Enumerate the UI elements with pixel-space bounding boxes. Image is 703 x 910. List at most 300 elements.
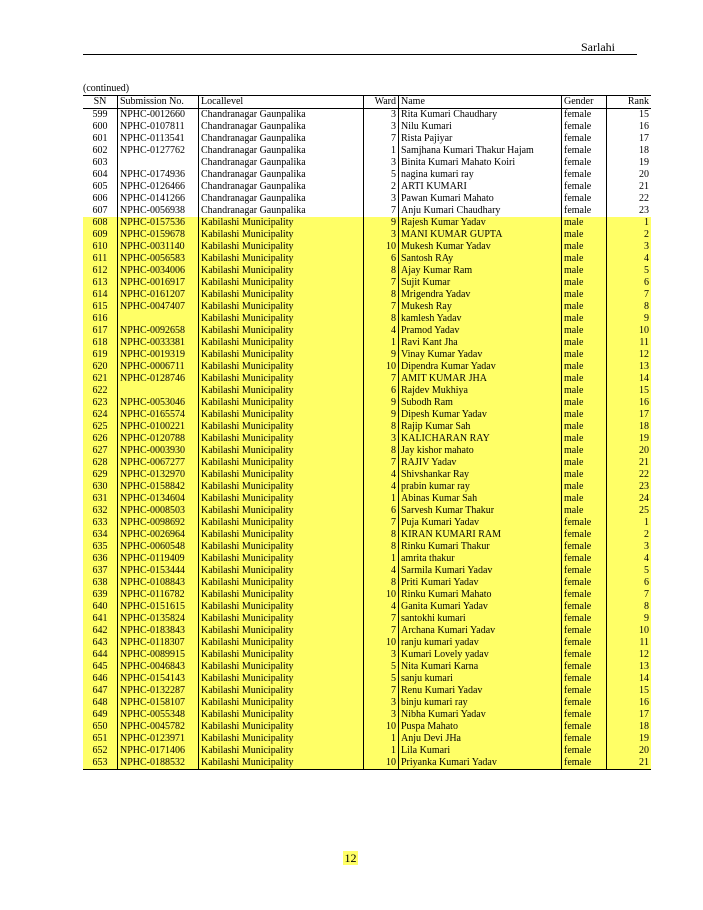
cell-ward: 7 — [364, 301, 399, 313]
cell-ward: 1 — [364, 745, 399, 757]
table-row — [83, 577, 651, 589]
cell-rank: 12 — [607, 649, 652, 661]
cell-gender: female — [562, 157, 607, 169]
cell-locallevel: Kabilashi Municipality — [199, 613, 364, 625]
column-header-submission: Submission No. — [118, 96, 199, 109]
cell-sn: 600 — [92, 121, 108, 132]
cell-submission: NPHC-0006711 — [118, 361, 199, 373]
cell-locallevel: Kabilashi Municipality — [199, 253, 364, 265]
cell-submission: NPHC-0127762 — [118, 145, 199, 157]
cell-ward: 6 — [364, 253, 399, 265]
cell-gender: female — [562, 193, 607, 205]
cell-rank: 4 — [607, 553, 652, 565]
table-row — [83, 349, 651, 361]
cell-ward: 10 — [364, 757, 399, 770]
cell-gender: female — [562, 553, 607, 565]
cell-submission: NPHC-0060548 — [118, 541, 199, 553]
cell-name: Priyanka Kumari Yadav — [399, 757, 562, 770]
cell-locallevel: Kabilashi Municipality — [199, 625, 364, 637]
cell-name: santokhi kumari — [399, 613, 562, 625]
cell-name: Ravi Kant Jha — [399, 337, 562, 349]
continued-label: (continued) — [83, 83, 130, 94]
cell-ward: 9 — [364, 397, 399, 409]
column-header-rank: Rank — [607, 96, 652, 109]
cell-submission: NPHC-0034006 — [118, 265, 199, 277]
cell-submission: NPHC-0108843 — [118, 577, 199, 589]
cell-gender: male — [562, 445, 607, 457]
cell-name: Pawan Kumari Mahato — [399, 193, 562, 205]
cell-locallevel: Kabilashi Municipality — [199, 337, 364, 349]
cell-gender: female — [562, 637, 607, 649]
cell-gender: male — [562, 505, 607, 517]
cell-submission — [118, 385, 199, 397]
cell-locallevel: Kabilashi Municipality — [199, 649, 364, 661]
cell-rank: 23 — [607, 481, 652, 493]
cell-ward: 8 — [364, 445, 399, 457]
cell-gender: male — [562, 265, 607, 277]
cell-submission: NPHC-0120788 — [118, 433, 199, 445]
cell-sn: 624 — [83, 409, 118, 421]
cell-ward: 7 — [364, 625, 399, 637]
cell-submission: NPHC-0154143 — [118, 673, 199, 685]
cell-ward: 8 — [364, 577, 399, 589]
cell-name: Archana Kumari Yadav — [399, 625, 562, 637]
cell-submission: NPHC-0107811 — [118, 121, 199, 133]
cell-gender: male — [562, 277, 607, 289]
cell-gender: female — [562, 565, 607, 577]
cell-sn: 641 — [83, 613, 118, 625]
cell-ward: 5 — [364, 169, 399, 181]
cell-submission: NPHC-0132970 — [118, 469, 199, 481]
cell-ward: 3 — [364, 433, 399, 445]
cell-gender: male — [562, 289, 607, 301]
table-row — [83, 733, 651, 745]
cell-submission: NPHC-0019319 — [118, 349, 199, 361]
cell-ward: 10 — [364, 241, 399, 253]
cell-gender: female — [562, 601, 607, 613]
table-row — [83, 385, 651, 397]
cell-sn: 637 — [83, 565, 118, 577]
cell-name: Vinay Kumar Yadav — [399, 349, 562, 361]
cell-locallevel: Kabilashi Municipality — [199, 721, 364, 733]
cell-locallevel: Kabilashi Municipality — [199, 229, 364, 241]
cell-rank: 17 — [607, 709, 652, 721]
cell-ward: 10 — [364, 589, 399, 601]
cell-ward: 6 — [364, 505, 399, 517]
cell-rank: 25 — [607, 505, 652, 517]
cell-locallevel: Kabilashi Municipality — [199, 325, 364, 337]
table-row — [83, 229, 651, 241]
cell-locallevel: Kabilashi Municipality — [199, 601, 364, 613]
cell-name: prabin kumar ray — [399, 481, 562, 493]
cell-submission — [118, 313, 199, 325]
cell-locallevel: Chandranagar Gaunpalika — [199, 205, 364, 217]
cell-sn: 638 — [83, 577, 118, 589]
cell-ward: 3 — [364, 121, 399, 133]
cell-sn: 615 — [83, 301, 118, 313]
cell-name: Kumari Lovely yadav — [399, 649, 562, 661]
cell-name: Renu Kumari Yadav — [399, 685, 562, 697]
cell-locallevel: Chandranagar Gaunpalika — [199, 169, 364, 181]
cell-name: ARTI KUMARI — [399, 181, 562, 193]
cell-sn: 644 — [83, 649, 118, 661]
cell-gender: female — [562, 541, 607, 553]
cell-rank: 16 — [607, 697, 652, 709]
cell-gender: female — [562, 145, 607, 157]
cell-sn: 605 — [92, 181, 108, 192]
cell-ward: 4 — [364, 325, 399, 337]
cell-ward: 8 — [364, 265, 399, 277]
cell-sn: 651 — [83, 733, 118, 745]
cell-rank: 14 — [607, 673, 652, 685]
cell-locallevel: Kabilashi Municipality — [199, 709, 364, 721]
cell-submission: NPHC-0031140 — [118, 241, 199, 253]
cell-locallevel: Kabilashi Municipality — [199, 265, 364, 277]
cell-sn: 608 — [83, 217, 118, 229]
cell-rank: 13 — [607, 661, 652, 673]
cell-gender: female — [562, 529, 607, 541]
cell-submission: NPHC-0047407 — [118, 301, 199, 313]
cell-rank: 15 — [607, 385, 652, 397]
cell-sn: 635 — [83, 541, 118, 553]
table-row — [83, 205, 651, 217]
cell-gender: female — [562, 757, 607, 770]
cell-locallevel: Kabilashi Municipality — [199, 697, 364, 709]
cell-locallevel: Kabilashi Municipality — [199, 505, 364, 517]
cell-rank: 8 — [607, 301, 652, 313]
cell-rank: 5 — [607, 265, 652, 277]
cell-rank: 18 — [607, 145, 652, 157]
cell-ward: 8 — [364, 541, 399, 553]
cell-rank: 9 — [607, 313, 652, 325]
cell-gender: female — [562, 517, 607, 529]
table-row — [83, 181, 651, 193]
table-row — [83, 289, 651, 301]
cell-gender: male — [562, 337, 607, 349]
table-row — [83, 529, 651, 541]
table-row — [83, 625, 651, 637]
table-row — [83, 265, 651, 277]
cell-ward: 4 — [364, 601, 399, 613]
cell-ward: 7 — [364, 457, 399, 469]
cell-name: Lila Kumari — [399, 745, 562, 757]
cell-name: Rajdev Mukhiya — [399, 385, 562, 397]
cell-gender: male — [562, 481, 607, 493]
cell-locallevel: Kabilashi Municipality — [199, 529, 364, 541]
table-row — [83, 145, 651, 157]
table-row — [83, 121, 651, 133]
cell-submission: NPHC-0116782 — [118, 589, 199, 601]
cell-name: Pramod Yadav — [399, 325, 562, 337]
cell-sn: 604 — [92, 169, 108, 180]
cell-submission: NPHC-0003930 — [118, 445, 199, 457]
table-row — [83, 589, 651, 601]
cell-sn: 622 — [83, 385, 118, 397]
cell-name: Dipendra Kumar Yadav — [399, 361, 562, 373]
table-row — [83, 157, 651, 169]
cell-ward: 1 — [364, 733, 399, 745]
cell-locallevel: Kabilashi Municipality — [199, 517, 364, 529]
cell-submission: NPHC-0132287 — [118, 685, 199, 697]
cell-submission: NPHC-0126466 — [118, 181, 199, 193]
cell-sn: 612 — [83, 265, 118, 277]
cell-name: Anju Devi JHa — [399, 733, 562, 745]
cell-locallevel: Kabilashi Municipality — [199, 289, 364, 301]
cell-locallevel: Kabilashi Municipality — [199, 493, 364, 505]
cell-gender: male — [562, 313, 607, 325]
cell-rank: 1 — [607, 217, 652, 229]
cell-submission: NPHC-0045782 — [118, 721, 199, 733]
table-row — [83, 169, 651, 181]
cell-name: Puja Kumari Yadav — [399, 517, 562, 529]
table-row — [83, 745, 651, 757]
cell-submission: NPHC-0134604 — [118, 493, 199, 505]
cell-name: Rinku Kumari Mahato — [399, 589, 562, 601]
cell-submission: NPHC-0016917 — [118, 277, 199, 289]
cell-gender: female — [562, 181, 607, 193]
cell-sn: 636 — [83, 553, 118, 565]
cell-gender: female — [562, 205, 607, 217]
table-row — [83, 409, 651, 421]
cell-gender: female — [562, 697, 607, 709]
cell-ward: 3 — [364, 193, 399, 205]
table-row — [83, 565, 651, 577]
cell-rank: 15 — [607, 685, 652, 697]
cell-ward: 4 — [364, 469, 399, 481]
cell-sn: 599 — [92, 109, 108, 120]
cell-rank: 12 — [607, 349, 652, 361]
cell-rank: 21 — [607, 457, 652, 469]
cell-rank: 7 — [607, 589, 652, 601]
cell-sn: 628 — [83, 457, 118, 469]
candidate-table — [83, 95, 651, 770]
cell-submission: NPHC-0012660 — [118, 109, 199, 122]
cell-gender: female — [562, 733, 607, 745]
cell-locallevel: Kabilashi Municipality — [199, 589, 364, 601]
cell-sn: 631 — [83, 493, 118, 505]
cell-name: KALICHARAN RAY — [399, 433, 562, 445]
cell-ward: 7 — [364, 517, 399, 529]
cell-name: Sarvesh Kumar Thakur — [399, 505, 562, 517]
cell-name: Priti Kumari Yadav — [399, 577, 562, 589]
cell-sn: 650 — [83, 721, 118, 733]
cell-rank: 17 — [607, 409, 652, 421]
cell-gender: male — [562, 397, 607, 409]
table-row — [83, 373, 651, 385]
cell-ward: 1 — [364, 493, 399, 505]
cell-submission: NPHC-0046843 — [118, 661, 199, 673]
cell-gender: female — [562, 721, 607, 733]
cell-submission: NPHC-0151615 — [118, 601, 199, 613]
cell-locallevel: Kabilashi Municipality — [199, 445, 364, 457]
cell-gender: male — [562, 469, 607, 481]
cell-name: Mrigendra Yadav — [399, 289, 562, 301]
table-row — [83, 697, 651, 709]
cell-locallevel: Kabilashi Municipality — [199, 373, 364, 385]
cell-name: KIRAN KUMARI RAM — [399, 529, 562, 541]
cell-ward: 6 — [364, 385, 399, 397]
table-row — [83, 277, 651, 289]
cell-ward: 10 — [364, 721, 399, 733]
cell-locallevel: Kabilashi Municipality — [199, 217, 364, 229]
table-row — [83, 601, 651, 613]
cell-locallevel: Kabilashi Municipality — [199, 745, 364, 757]
cell-name: Rista Pajiyar — [399, 133, 562, 145]
cell-gender: female — [562, 169, 607, 181]
cell-name: ranju kumari yadav — [399, 637, 562, 649]
table-row — [83, 421, 651, 433]
cell-submission: NPHC-0183843 — [118, 625, 199, 637]
cell-locallevel: Kabilashi Municipality — [199, 685, 364, 697]
cell-rank: 5 — [607, 565, 652, 577]
cell-sn: 609 — [83, 229, 118, 241]
cell-rank: 6 — [607, 277, 652, 289]
cell-sn: 645 — [83, 661, 118, 673]
table-row — [83, 133, 651, 145]
table-row — [83, 541, 651, 553]
cell-sn: 643 — [83, 637, 118, 649]
cell-submission: NPHC-0118307 — [118, 637, 199, 649]
cell-rank: 20 — [607, 169, 652, 181]
cell-name: Dipesh Kumar Yadav — [399, 409, 562, 421]
cell-sn: 642 — [83, 625, 118, 637]
cell-locallevel: Kabilashi Municipality — [199, 565, 364, 577]
cell-gender: male — [562, 373, 607, 385]
cell-name: Nita Kumari Karna — [399, 661, 562, 673]
cell-rank: 16 — [607, 397, 652, 409]
cell-sn: 623 — [83, 397, 118, 409]
table-row — [83, 301, 651, 313]
table-row — [83, 505, 651, 517]
cell-submission: NPHC-0128746 — [118, 373, 199, 385]
cell-sn: 652 — [83, 745, 118, 757]
cell-submission: NPHC-0188532 — [118, 757, 199, 770]
cell-sn: 616 — [83, 313, 118, 325]
cell-locallevel: Chandranagar Gaunpalika — [199, 109, 364, 122]
cell-name: Puspa Mahato — [399, 721, 562, 733]
cell-submission: NPHC-0157536 — [118, 217, 199, 229]
cell-rank: 3 — [607, 241, 652, 253]
cell-locallevel: Chandranagar Gaunpalika — [199, 145, 364, 157]
cell-ward: 1 — [364, 145, 399, 157]
cell-name: Sujit Kumar — [399, 277, 562, 289]
cell-submission: NPHC-0161207 — [118, 289, 199, 301]
cell-ward: 7 — [364, 373, 399, 385]
cell-ward: 3 — [364, 709, 399, 721]
cell-rank: 2 — [607, 529, 652, 541]
cell-name: Mukesh Kumar Yadav — [399, 241, 562, 253]
cell-sn: 610 — [83, 241, 118, 253]
cell-rank: 18 — [607, 421, 652, 433]
cell-locallevel: Kabilashi Municipality — [199, 397, 364, 409]
cell-ward: 4 — [364, 565, 399, 577]
cell-locallevel: Kabilashi Municipality — [199, 241, 364, 253]
cell-gender: female — [562, 685, 607, 697]
cell-submission: NPHC-0067277 — [118, 457, 199, 469]
cell-name: Jay kishor mahato — [399, 445, 562, 457]
column-header-ward: Ward — [364, 96, 399, 109]
cell-sn: 653 — [83, 757, 118, 770]
table-row — [83, 397, 651, 409]
cell-ward: 1 — [364, 553, 399, 565]
cell-gender: female — [562, 649, 607, 661]
cell-sn: 639 — [83, 589, 118, 601]
header-rule — [83, 54, 637, 55]
cell-gender: male — [562, 325, 607, 337]
table-row — [83, 661, 651, 673]
cell-rank: 10 — [607, 325, 652, 337]
cell-submission: NPHC-0053046 — [118, 397, 199, 409]
cell-gender: male — [562, 409, 607, 421]
cell-sn: 626 — [83, 433, 118, 445]
cell-ward: 7 — [364, 685, 399, 697]
cell-rank: 22 — [607, 193, 652, 205]
cell-locallevel: Kabilashi Municipality — [199, 421, 364, 433]
cell-sn: 618 — [83, 337, 118, 349]
cell-submission: NPHC-0159678 — [118, 229, 199, 241]
cell-name: Rajesh Kumar Yadav — [399, 217, 562, 229]
cell-submission: NPHC-0056938 — [118, 205, 199, 217]
cell-ward: 7 — [364, 613, 399, 625]
table-row — [83, 685, 651, 697]
table-row — [83, 637, 651, 649]
cell-rank: 18 — [607, 721, 652, 733]
cell-sn: 613 — [83, 277, 118, 289]
cell-submission — [118, 157, 199, 169]
cell-name: Rita Kumari Chaudhary — [399, 109, 562, 122]
cell-gender: female — [562, 577, 607, 589]
cell-sn: 602 — [92, 145, 108, 156]
cell-sn: 601 — [92, 133, 108, 144]
cell-gender: female — [562, 613, 607, 625]
cell-sn: 632 — [83, 505, 118, 517]
cell-rank: 15 — [607, 109, 652, 122]
cell-gender: female — [562, 121, 607, 133]
cell-name: binju kumari ray — [399, 697, 562, 709]
cell-rank: 16 — [607, 121, 652, 133]
cell-sn: 621 — [83, 373, 118, 385]
table-row — [83, 313, 651, 325]
cell-sn: 633 — [83, 517, 118, 529]
cell-ward: 3 — [364, 157, 399, 169]
table-row — [83, 493, 651, 505]
cell-ward: 10 — [364, 637, 399, 649]
cell-name: Rinku Kumari Thakur — [399, 541, 562, 553]
cell-name: AMIT KUMAR JHA — [399, 373, 562, 385]
cell-locallevel: Kabilashi Municipality — [199, 277, 364, 289]
cell-locallevel: Kabilashi Municipality — [199, 541, 364, 553]
cell-sn: 629 — [83, 469, 118, 481]
cell-rank: 17 — [607, 133, 652, 145]
cell-rank: 6 — [607, 577, 652, 589]
cell-ward: 9 — [364, 217, 399, 229]
cell-gender: female — [562, 661, 607, 673]
cell-ward: 2 — [364, 181, 399, 193]
cell-rank: 24 — [607, 493, 652, 505]
cell-ward: 3 — [364, 109, 399, 122]
cell-name: Santosh RAy — [399, 253, 562, 265]
cell-gender: female — [562, 589, 607, 601]
cell-sn: 611 — [83, 253, 118, 265]
cell-gender: female — [562, 745, 607, 757]
table-header-row — [83, 96, 651, 109]
cell-rank: 1 — [607, 517, 652, 529]
table-row — [83, 517, 651, 529]
cell-name: nagina kumari ray — [399, 169, 562, 181]
cell-sn: 640 — [83, 601, 118, 613]
cell-submission: NPHC-0174936 — [118, 169, 199, 181]
cell-sn: 634 — [83, 529, 118, 541]
